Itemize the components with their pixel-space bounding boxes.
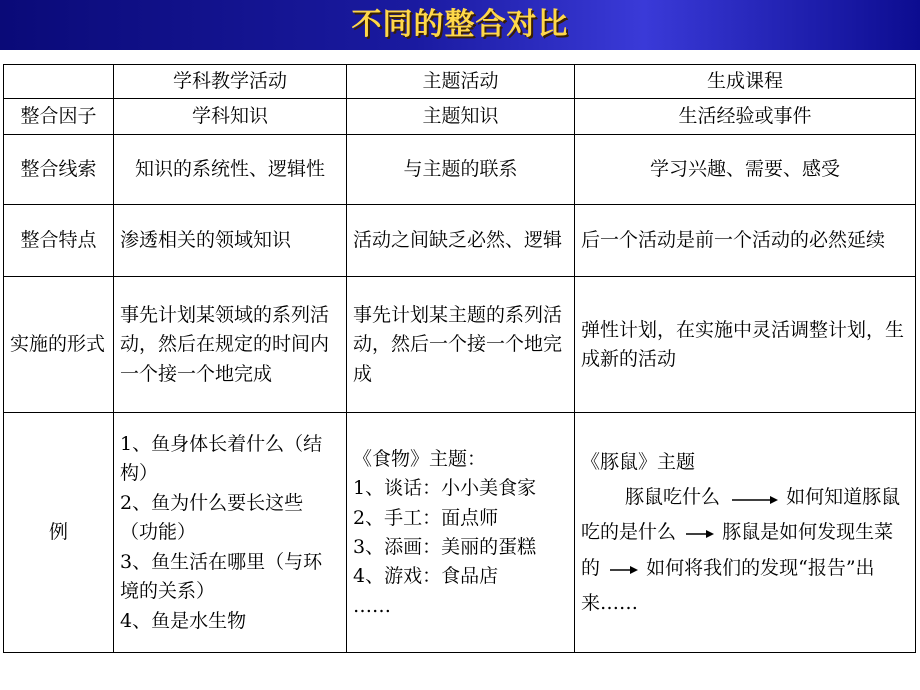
row-label-factor: 整合因子 bbox=[4, 99, 114, 135]
example-generative-heading: 《豚鼠》主题 bbox=[581, 451, 696, 474]
header-theme-activity: 主题活动 bbox=[347, 65, 575, 99]
header-generative-course: 生成课程 bbox=[575, 65, 916, 99]
cell-feature-subject: 渗透相关的领域知识 bbox=[114, 205, 347, 277]
row-label-example: 例 bbox=[4, 413, 114, 653]
cell-form-generative: 弹性计划，在实施中灵活调整计划，生成新的活动 bbox=[575, 277, 916, 413]
cell-feature-generative: 后一个活动是前一个活动的必然延续 bbox=[575, 205, 916, 277]
example-subject-item-3: 3、鱼生活在哪里（与环境的关系） bbox=[120, 550, 323, 603]
cell-clue-theme: 与主题的联系 bbox=[347, 135, 575, 205]
row-form bbox=[4, 277, 916, 413]
flow-step-1: 豚鼠吃什么 bbox=[625, 486, 721, 509]
row-factor bbox=[4, 99, 916, 135]
cell-example-theme bbox=[347, 413, 575, 653]
example-theme-item-1: 1、谈话：小小美食家 bbox=[353, 477, 537, 500]
example-theme-ellipsis: …… bbox=[353, 594, 391, 617]
slide-title: 不同的整合对比 bbox=[351, 7, 569, 42]
cell-clue-subject: 知识的系统性、逻辑性 bbox=[114, 135, 347, 205]
flow-step-4: 如何将我们的发现“报告”出来…… bbox=[581, 556, 875, 614]
cell-factor-theme: 主题知识 bbox=[347, 99, 575, 135]
cell-clue-generative: 学习兴趣、需要、感受 bbox=[575, 135, 916, 205]
arrow-right-icon bbox=[726, 491, 780, 505]
example-theme-item-3: 3、添画：美丽的蛋糕 bbox=[353, 535, 537, 558]
example-subject-item-2: 2、鱼为什么要长这些（功能） bbox=[120, 491, 304, 544]
row-label-form: 实施的形式 bbox=[4, 277, 114, 413]
row-feature bbox=[4, 205, 916, 277]
example-theme-item-4: 4、游戏：食品店 bbox=[353, 565, 499, 588]
cell-example-subject bbox=[114, 413, 347, 653]
example-theme-item-2: 2、手工：面点师 bbox=[353, 506, 499, 529]
cell-feature-theme: 活动之间缺乏必然、逻辑 bbox=[347, 205, 575, 277]
cell-form-subject: 事先计划某领域的系列活动，然后在规定的时间内一个接一个地完成 bbox=[114, 277, 347, 413]
header-subject-activity: 学科教学活动 bbox=[114, 65, 347, 99]
example-subject-item-1: 1、鱼身体长着什么（结构） bbox=[120, 432, 323, 485]
row-label-feature: 整合特点 bbox=[4, 205, 114, 277]
example-subject-item-4: 4、鱼是水生物 bbox=[120, 609, 247, 632]
row-clue bbox=[4, 135, 916, 205]
cell-factor-subject: 学科知识 bbox=[114, 99, 347, 135]
example-theme-heading: 《食物》主题： bbox=[353, 447, 487, 470]
header-row bbox=[4, 65, 916, 99]
header-corner bbox=[4, 65, 114, 99]
cell-factor-generative: 生活经验或事件 bbox=[575, 99, 916, 135]
arrow-right-icon bbox=[606, 562, 640, 576]
comparison-table bbox=[3, 64, 916, 653]
example-generative-flow bbox=[581, 480, 909, 621]
cell-example-generative bbox=[575, 413, 916, 653]
row-label-clue: 整合线索 bbox=[4, 135, 114, 205]
cell-form-theme: 事先计划某主题的系列活动，然后一个接一个地完成 bbox=[347, 277, 575, 413]
row-example bbox=[4, 413, 916, 653]
flow-step-3: 豚鼠是如何发现生菜的 bbox=[581, 521, 894, 579]
arrow-right-icon bbox=[682, 526, 716, 540]
flow-step-2: 如何知道豚鼠吃的是什么 bbox=[581, 486, 901, 544]
